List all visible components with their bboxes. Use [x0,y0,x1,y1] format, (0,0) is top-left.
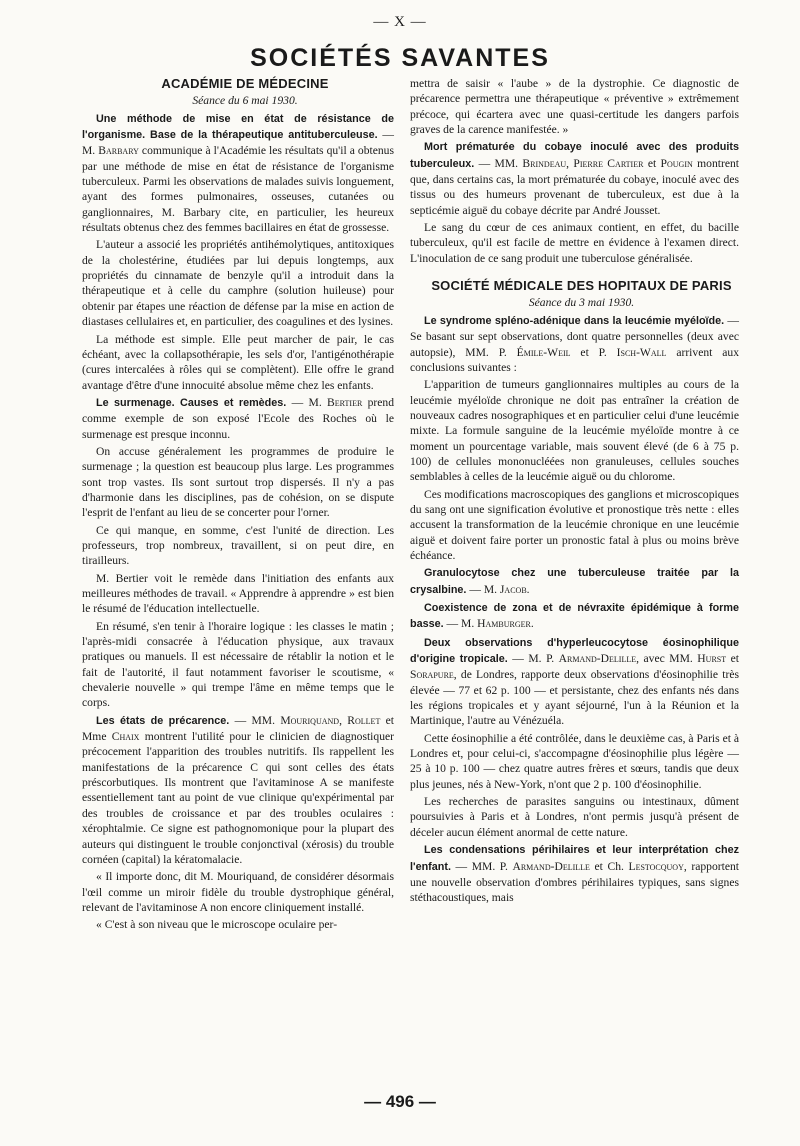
author-name: Bertier [327,395,363,409]
author-name: Sorapure [410,668,454,682]
article-precarence [82,713,394,867]
article-text: et P. [570,345,617,359]
article-text: — MM. P. [450,859,513,873]
article-text: — MM. [229,713,281,727]
author-name: Jacob [499,582,527,596]
article-granulocytose [410,565,739,598]
author-name: Mouriquand, Rollet [280,713,381,727]
author-name: Armand-Delille [558,652,637,666]
paragraph: « C'est à son niveau que le microscope oculaire per- [96,918,338,932]
author-name: Lestocquoy [628,859,684,873]
author-name: Hamburger [477,617,531,631]
left-column [82,76,394,935]
page-number: — 496 — [364,1092,436,1111]
article-eosinophilie [410,635,739,729]
paragraph: mettra de saisir « l'aube » de la dystrophie. Ce diagnostic de précarence permettra une thérapeutique « préventive » extrêmement précoce, qui écartera avec une quasi-certitude les dangers parfois graves de la carence manifestée. » [410,77,739,137]
article-zona [410,600,739,633]
article-spleno [410,313,739,375]
article-lead: Le surmenage. Causes et remèdes. [96,396,287,409]
article-text: et Ch. [589,859,629,873]
paragraph: L'apparition de tumeurs ganglionnaires multiples au cours de la leucémie myéloïde chronique ne doit pas entraîner la création de nouveaux cadres nosographiques et en particulier celui d'une leucémie mixte. La formule sanguine de la leucémie myéloïde montre à ce moment un pourcentage variable, mais souvent élevé (de 6 à 75 p. 100) de cellules mononucléées non granuleuses, cellules souches semblables à celles de la leucémie aiguë ou du chlorome. [410,378,739,484]
author-name: Émile-Weil [516,345,571,359]
article-text: — M. [286,395,328,409]
paragraph: Les recherches de parasites sanguins ou intestinaux, dûment poursuivies à Paris et à Londres, n'ont permis jusqu'à présent de déceler aucun élément anormal de cette nature. [410,795,739,839]
article-lead: Les états de précarence. [96,714,230,727]
roman-page-number: — X — [373,14,427,30]
article-text: , rapportent une nouvelle observation d'ombres périhilaires typiques, sans signes stéthacoustiques, mais [410,859,739,905]
article-barbary [82,111,394,236]
article-text: communique à l'Académie les résultats qu'il a obtenus par une méthode de mise en état de résistance de l'organisme tuberculeux. Parmi les observations de malades suivis longuement, ayant des formes pulmonaires, osseuses, cutanées ou ganglionnaires, M. Barbary cite, en particulier, les heureux résultats obtenus chez des femmes bacillaires en état de grossesse. [82,144,394,235]
article-text: montrent que, dans certains cas, la mort prématurée du cobaye, inoculé avec des tissus ou des humeurs provenant de tuberculeux, est due à la septicémie aiguë du cobaye décrite par André Jousset. [410,156,739,217]
author-name: Isch-Wall [616,345,667,359]
paragraph: M. Bertier voit le remède dans l'initiation des enfants aux meilleures méthodes de travail. « Apprendre à apprendre » est bien le résumé de l'éducation intellectuelle. [82,571,394,616]
author-name: Brindeau, Pierre Cartier [522,156,644,170]
section-title-hopitaux: SOCIÉTÉ MÉDICALE DES HOPITAUX DE PARIS [431,278,732,294]
article-text: — MM. [474,156,523,170]
article-text: , de Londres, rapporte deux observations d'éosinophilie très élevée — 77 et 62 p. 100 — et persistante, chez des enfants nés dans les régions tropicales et y ayant séjourné, l'un à la Réunion et la Martinique, l'autre au Vénézuéla. [410,668,739,728]
page-title: SOCIÉTÉS SAVANTES [250,44,550,72]
article-lead: Les condensations périhilaires et leur interprétation chez l'enfant. [410,844,739,873]
article-text: montrent l'utilité pour le clinicien de diagnostiquer précocement l'apparition des troubles nutritifs. Ils rappellent les manifestations de la précarence C qui sont celles des états préscorbutiques. Ils montrent que l'avitaminose A se manifeste essentiellement tant au point de vue clinique qu'expérimental par des troubles de croissance et par des troubles oculaires : xérophtalmie. Ce signe est pathognomonique pour la plupart des auteurs qui distinguent le trouble conjonctival (xérosis) du trouble cornéen (capital) la kératomalacie. [82,730,395,866]
paragraph: « Il importe donc, dit M. Mouriquand, de considérer désormais l'œil comme un miroir fidèle du trouble dystrophique général, relevant de l'avitaminose A non encore cliniquement installé. [82,870,394,914]
section-date-academie: Séance du 6 mai 1930. [192,94,298,108]
article-lead: Deux observations d'hyperleucocytose éosinophilique d'origine tropicale. [410,636,739,666]
paragraph: Le sang du cœur de ces animaux contient, en effet, du bacille tuberculeux, qu'il est facile de mettre en évidence à l'examen direct. L'inoculation de ce sang produit une tuberculose généralisée. [410,221,739,265]
article-condensations [410,842,739,905]
paragraph: En résumé, s'en tenir à l'horaire logique : les classes le matin ; l'après-midi consacrée à l'éducation physique, aux travaux pratiques ou manuels. Il est nécessaire de rétablir la notion et le fait de l'autorité, il faut notamment favoriser le scoutisme, « chevalerie nouvelle » qui trempe l'âme en même temps que le corps. [82,619,394,710]
section-title-academie: ACADÉMIE DE MÉDECINE [161,76,329,91]
paragraph: On accuse généralement les programmes de produire le surmenage ; la question est beaucoup plus large. Les programmes sont trop vastes. Ils sont surtout trop dispersés. Il n'y a pas d'harmonie dans les disciplines, pas de cohésion, on se dispute l'esprit de l'enfant au lieu de se concerter pour l'orner. [82,444,394,520]
article-cobaye [410,139,739,218]
article-lead: Granulocytose chez une tuberculeuse traitée par la crysalbine. [410,567,739,596]
article-text: prend comme exemple de son exposé l'Ecole des Roches où le surmenage est presque inconnu. [82,395,395,441]
article-text: . [530,617,534,631]
article-text: arrivent aux conclusions suivantes : [410,345,739,374]
right-column [410,76,739,908]
author-name: Pougin [660,156,693,170]
author-name: Barbary [98,144,139,158]
article-text: — Se basant sur sept observations, dont quatre personnelles (deux avec autopsie), MM. P. [410,313,739,359]
section-gap [410,268,739,278]
article-bertier [82,395,394,442]
article-text: . [526,582,530,596]
author-name: Hurst [697,652,727,666]
article-text: et [726,652,739,666]
article-lead: Une méthode de mise en état de résistance de l'organisme. Base de la thérapeutique antituberculeuse. [82,112,394,142]
article-lead: Coexistence de zona et de névraxite épidémique à forme basse. [410,602,739,631]
author-name: Armand-Delille [512,859,590,873]
article-lead: Mort prématurée du cobaye inoculé avec des produits tuberculeux. [410,141,739,170]
paragraph: L'auteur a associé les propriétés antihémolytiques, antitoxiques de la cholestérine, étudiées par lui depuis longtemps, aux propriétés du cinnamate de benzyle qu'il a introduit dans la thérapeutique et à celle du camphre (solution huileuse) pour obtenir par étapes une réaction de défense par la mise en action de diastases cellulaires et, en particulier, des coagulines et des lysines. [82,238,394,329]
paragraph: La méthode est simple. Elle peut marcher de pair, le cas échéant, avec la collapsothérapie, les sels d'or, l'antigénothérapie (cures intercalées à rôles qui se complètent). Elle offre le grand avantage d'être d'une innocuité absolue même chez les enfants. [82,332,394,392]
article-text: et Mme [82,713,395,744]
article-text: — M. [82,128,394,158]
paragraph: Cette éosinophilie a été contrôlée, dans le deuxième cas, à Paris et à Londres et, pour celui-ci, s'accompagne d'éosinophilie plus légère — 25 à 10 p. 100 — chez quatre autres frères et sœurs, tandis que deux plus jeunes, nés à New-York, n'ont que 2 p. 100 d'éosinophilie. [410,731,739,791]
article-text: — M. P. [507,652,559,666]
article-text: — M. [466,582,500,596]
paragraph: Ces modifications macroscopiques des ganglions et microscopiques du sang ont une signification évolutive et pronostique très nette : elles accusent la transformation de la leucémie chronique en une leucémie aiguë et doivent faire porter un pronostic fatal à plus ou moins brève échéance. [410,487,739,562]
article-lead: Le syndrome spléno-adénique dans la leucémie myéloïde. [424,314,725,327]
article-text: et [643,156,661,170]
section-date-hopitaux: Séance du 3 mai 1930. [528,296,635,310]
author-name: Chaix [111,730,140,744]
article-text: , avec MM. [636,652,698,666]
paragraph: Ce qui manque, en somme, c'est l'unité de direction. Les professeurs, trop nombreux, travaillent, si on peut dire, en tirailleurs. [82,523,394,568]
article-text: — M. [443,617,478,631]
